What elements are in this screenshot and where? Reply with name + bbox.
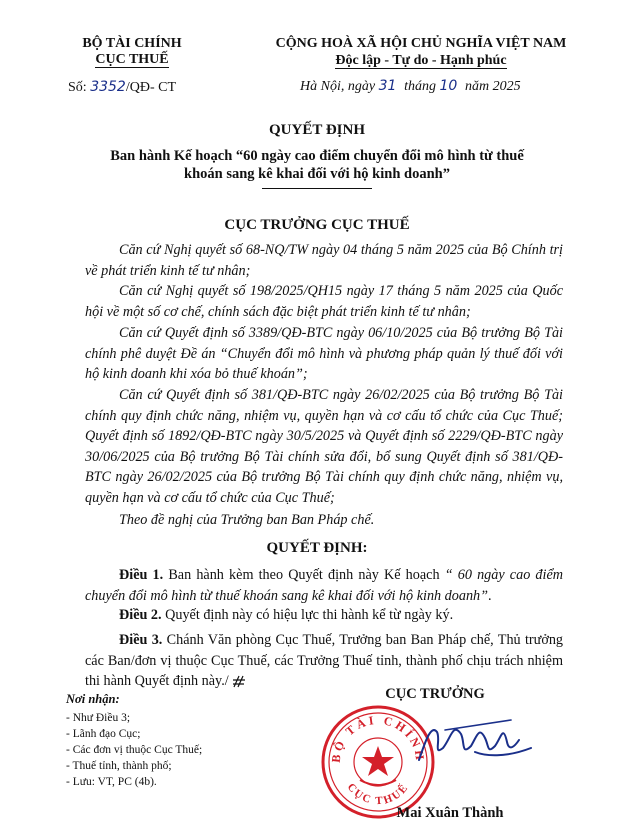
article-1 <box>85 565 563 606</box>
recipient-item: - Thuế tỉnh, thành phố; <box>66 760 172 772</box>
article-2-label: Điều 2. <box>119 607 162 623</box>
doc-no-prefix: Số: <box>68 80 87 95</box>
handwritten-signature-icon <box>415 712 535 772</box>
document-title: QUYẾT ĐỊNH <box>269 122 365 138</box>
recipients-title: Nơi nhận: <box>66 692 120 706</box>
article-1-text: Ban hành kèm theo Quyết định này Kế hoạch <box>168 567 440 583</box>
article-1-plan-name: “ 60 ngày cao điểm chuyển đổi mô hình từ thuế khoán sang kê khai đối với hộ kinh doanh” <box>85 567 564 604</box>
year-text: năm 2025 <box>464 79 521 94</box>
article-2-text: Quyết định này có hiệu lực thi hành kể từ ngày ký. <box>165 607 454 623</box>
subject-underline <box>262 188 372 189</box>
date-prefix: Hà Nội, ngày <box>300 79 376 94</box>
article-3 <box>85 630 563 692</box>
seal-top-text: BỘ TÀI CHÍNH <box>328 712 428 764</box>
article-1-end: . <box>488 587 492 604</box>
article-3-label: Điều 3. <box>119 632 163 648</box>
day-handwritten: 31 <box>378 78 397 94</box>
preamble-item: Căn cứ Quyết định số 381/QĐ-BTC ngày 26/02/2025 của Bộ trưởng Bộ Tài chính quy định chức năng, nhiệm vụ, quyền hạn và cơ cấu tổ chức của Cục Thuế; Quyết định số 1892/QĐ-BTC ngày 30/5/2025 và Quyết định số 2229/QĐ-BTC ngày 30/06/2025 của Bộ trưởng Bộ Tài chính sửa đổi, bổ sung Quyết định số 381/QĐ-BTC ngày 26/02/2025 của Bộ trưởng Bộ Tài chính quy định chức năng, nhiệm vụ, quyền hạn và cơ cấu tổ chức của Cục Thuế; <box>85 387 563 506</box>
issuing-authority: CỤC TRƯỞNG CỤC THUẾ <box>224 217 410 233</box>
motto-text: Độc lập - Tự do - Hạnh phúc <box>335 53 507 68</box>
doc-no-handwritten: 3352 <box>90 79 126 95</box>
recipient-item: - Như Điều 3; <box>66 712 131 724</box>
country-name: CỘNG HOÀ XÃ HỘI CHỦ NGHĨA VIỆT NAM <box>275 36 567 51</box>
recipient-item: - Các đơn vị thuộc Cục Thuế; <box>66 744 203 756</box>
issue-date <box>300 78 521 95</box>
ministry-name: BỘ TÀI CHÍNH <box>82 36 182 51</box>
preamble-item: Căn cứ Quyết định số 3389/QĐ-BTC ngày 06/10/2025 của Bộ trưởng Bộ Tài chính phê duyệt Đề án “Chuyển đổi mô hình và phương pháp quản lý thuế đối với hộ kinh doanh khi xóa bỏ thuế khoán”; <box>85 325 563 382</box>
recipient-item: - Lãnh đạo Cục; <box>66 728 141 740</box>
initials-mark <box>232 675 246 689</box>
signer-name: Mai Xuân Thành <box>396 805 504 821</box>
subject-line-2: khoán sang kê khai đối với hộ kinh doanh” <box>184 166 450 182</box>
seal-bottom-text: CỤC THUẾ <box>344 781 412 808</box>
document-number <box>68 79 176 96</box>
preamble-item: Theo đề nghị của Trưởng ban Ban Pháp chế. <box>119 512 375 528</box>
recipient-item: - Lưu: VT, PC (4b). <box>66 776 157 788</box>
article-1-label: Điều 1. <box>119 567 164 583</box>
month-handwritten: 10 <box>439 78 458 94</box>
preamble-item: Căn cứ Nghị quyết số 198/2025/QH15 ngày 17 tháng 5 năm 2025 của Quốc hội về một số cơ chế, chính sách đặc biệt phát triển kinh tế tư nhân; <box>85 283 563 320</box>
decision-heading: QUYẾT ĐỊNH: <box>266 540 368 556</box>
national-motto <box>256 53 586 69</box>
article-2 <box>85 605 563 626</box>
department-name-text: CỤC THUẾ <box>95 52 169 67</box>
subject-line-1: Ban hành Kế hoạch “60 ngày cao điểm chuyển đổi mô hình từ thuế <box>110 148 524 164</box>
signer-position: CỤC TRƯỞNG <box>385 686 485 702</box>
department-name <box>62 52 202 68</box>
month-label: tháng <box>404 79 436 94</box>
article-3-text: Chánh Văn phòng Cục Thuế, Trưởng ban Ban Pháp chế, Thủ trưởng các Ban/đơn vị thuộc Cục Thuế, các Trưởng Thuế tỉnh, thành phố chịu trách nhiệm thi hành Quyết định này./ <box>85 632 564 689</box>
preamble-item: Căn cứ Nghị quyết số 68-NQ/TW ngày 04 tháng 5 năm 2025 của Bộ Chính trị về phát triển kinh tế tư nhân; <box>85 242 563 279</box>
doc-no-suffix: /QĐ- CT <box>125 80 176 95</box>
